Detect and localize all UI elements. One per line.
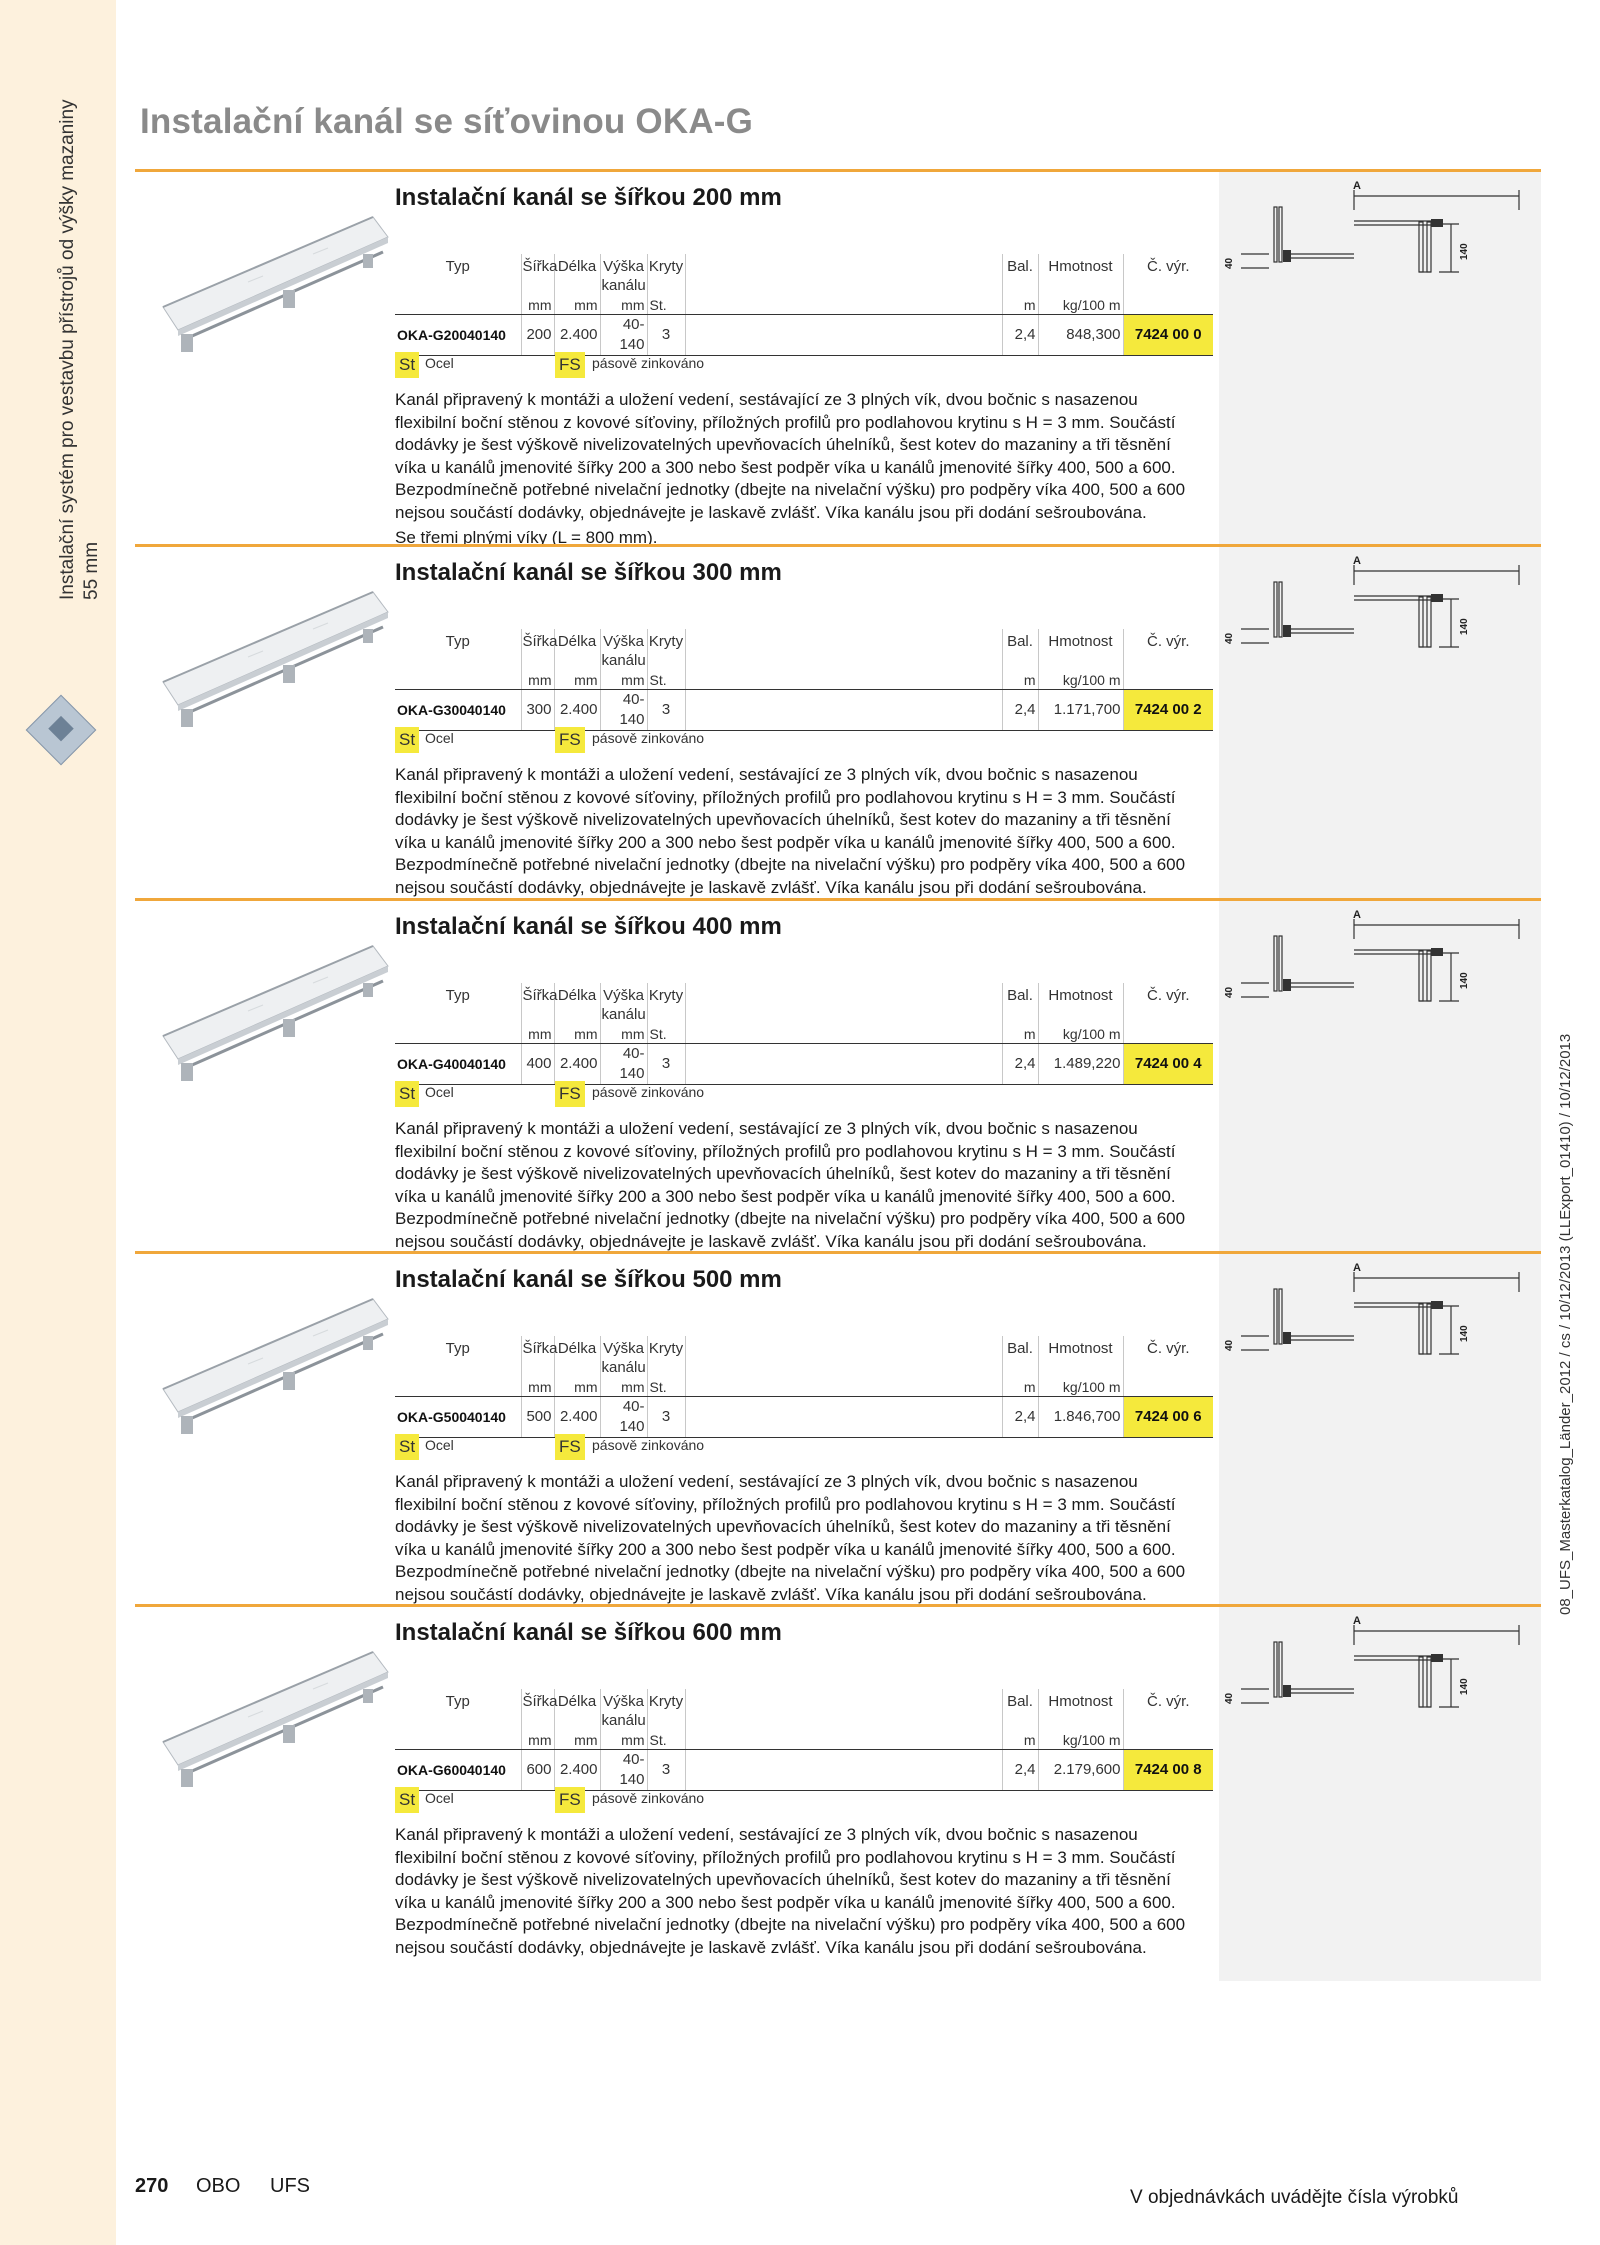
description xyxy=(395,764,1195,902)
cell-spacer xyxy=(685,1750,1002,1791)
unit-hmotnost: kg/100 m xyxy=(1038,1732,1123,1750)
cell-delka: 2.400 xyxy=(554,1750,600,1791)
table-row xyxy=(395,690,1213,731)
brand-ufs: UFS xyxy=(270,2175,310,2197)
unit-kryty: St. xyxy=(647,1026,685,1044)
unit-sirka: mm xyxy=(521,1026,554,1044)
cell-kryty: 3 xyxy=(647,315,685,356)
cell-delka: 2.400 xyxy=(554,1397,600,1438)
dim-a-label: A xyxy=(1353,1262,1361,1274)
unit-bal: m xyxy=(1002,1026,1038,1044)
brand-obo: OBO xyxy=(196,2175,241,2197)
cell-typ: OKA-G30040140 xyxy=(395,690,521,731)
cell-sirka: 300 xyxy=(521,690,554,731)
col-cvyr: Č. výr. xyxy=(1146,633,1190,650)
unit-bal: m xyxy=(1002,297,1038,315)
col-kryty: Kryty xyxy=(647,983,685,1026)
sidebar-line1: Instalační systém pro vestavbu přístrojů od výšky mazaniny xyxy=(57,99,78,600)
unit-cvyr xyxy=(1123,672,1213,690)
unit-bal: m xyxy=(1002,1379,1038,1397)
description-text: Kanál připravený k montáži a uložení vedení, sestávající ze 3 plných vík, dvou bočnic s nasazenou flexibilní boční stěnou z kovové síťoviny, příložných profilů pro podlahovou krytinu s H = 3 mm. Součástí dodávky je šest výškově nivelizovatelných upevňovacích úhelníků, šest kotev do mazaniny a tři těsnění víka u kanálů jmenovité šířky 200 a 300 nebo šest podpěr víka u kanálů jmenovité šířky 400, 500 a 600. Bezpodmínečně potřebné nivelační jednotky (dbejte na nivelační výšku) pro podpěry víka 400, 500 a 600 nejsou součástí dodávky, objednávejte je laskavě zvlášť. Víka kanálu jsou při dodání sešroubována. xyxy=(395,765,1186,897)
spec-table xyxy=(395,1336,1213,1438)
section-title: Instalační kanál se šířkou 400 mm xyxy=(395,913,782,940)
cell-hmotnost: 1.171,700 xyxy=(1038,690,1123,731)
unit-kryty: St. xyxy=(647,1732,685,1750)
col-delka: Délka xyxy=(554,1689,600,1732)
dim-a-label: A xyxy=(1353,180,1361,192)
table-row xyxy=(395,315,1213,356)
product-image xyxy=(143,1294,393,1444)
product-image xyxy=(143,212,393,362)
cell-sirka: 400 xyxy=(521,1044,554,1085)
col-sirka: Šířka xyxy=(521,1689,554,1732)
dim-140-label: 140 xyxy=(1459,1678,1470,1695)
cell-spacer xyxy=(685,315,1002,356)
unit-typ xyxy=(395,672,521,690)
table-row xyxy=(395,1750,1213,1791)
material-row xyxy=(395,1434,995,1460)
unit-spacer xyxy=(685,297,1002,315)
table-header xyxy=(395,1336,1213,1379)
finish-label-fs: pásově zinkováno xyxy=(592,1437,705,1453)
dim-140-label: 140 xyxy=(1459,618,1470,635)
cell-kryty: 3 xyxy=(647,1397,685,1438)
cell-bal: 2,4 xyxy=(1002,1044,1038,1085)
unit-kryty: St. xyxy=(647,672,685,690)
col-vyska: Výška kanálu xyxy=(600,254,647,297)
col-bal: Bal. xyxy=(1002,983,1038,1026)
col-hmotnost: Hmotnost xyxy=(1038,1336,1123,1379)
unit-vyska: mm xyxy=(600,672,647,690)
unit-bal: m xyxy=(1002,1732,1038,1750)
unit-vyska: mm xyxy=(600,1026,647,1044)
col-vyska: Výška kanálu xyxy=(600,1336,647,1379)
col-spacer xyxy=(685,983,1002,1026)
table-units-row xyxy=(395,297,1213,315)
dim-140-label: 140 xyxy=(1459,1325,1470,1342)
cell-article-number: 7424 00 4 xyxy=(1123,1044,1213,1085)
product-section xyxy=(135,544,1541,921)
unit-typ xyxy=(395,1379,521,1397)
material-row xyxy=(395,1787,995,1813)
unit-kryty: St. xyxy=(647,297,685,315)
cell-typ: OKA-G50040140 xyxy=(395,1397,521,1438)
section-title: Instalační kanál se šířkou 200 mm xyxy=(395,184,782,211)
finish-tag-fs: FS xyxy=(555,727,585,753)
material-tag-st: St xyxy=(395,352,419,378)
cell-spacer xyxy=(685,1044,1002,1085)
unit-cvyr xyxy=(1123,1379,1213,1397)
finish-tag-fs: FS xyxy=(555,352,585,378)
unit-spacer xyxy=(685,1026,1002,1044)
cell-hmotnost: 1.489,220 xyxy=(1038,1044,1123,1085)
col-spacer xyxy=(685,1689,1002,1732)
unit-typ xyxy=(395,297,521,315)
material-label-st: Ocel xyxy=(425,1790,454,1806)
material-tag-st: St xyxy=(395,1081,419,1107)
description-text: Kanál připravený k montáži a uložení vedení, sestávající ze 3 plných vík, dvou bočnic s nasazenou flexibilní boční stěnou z kovové síťoviny, příložných profilů pro podlahovou krytinu s H = 3 mm. Součástí dodávky je šest výškově nivelizovatelných upevňovacích úhelníků, šest kotev do mazaniny a tři těsnění víka u kanálů jmenovité šířky 200 a 300 nebo šest podpěr víka u kanálů jmenovité šířky 400, 500 a 600. Bezpodmínečně potřebné nivelační jednotky (dbejte na nivelační výšku) pro podpěry víka 400, 500 a 600 nejsou součástí dodávky, objednávejte je laskavě zvlášť. Víka kanálu jsou při dodání sešroubována. xyxy=(395,1825,1186,1957)
dim-40-label: 40 xyxy=(1224,1339,1235,1351)
table-units-row xyxy=(395,672,1213,690)
col-typ: Typ xyxy=(395,983,521,1026)
product-image xyxy=(143,587,393,737)
unit-spacer xyxy=(685,672,1002,690)
cell-sirka: 500 xyxy=(521,1397,554,1438)
col-kryty: Kryty xyxy=(647,254,685,297)
col-bal: Bal. xyxy=(1002,1336,1038,1379)
table-row xyxy=(395,1044,1213,1085)
cell-vyska: 40-140 xyxy=(600,690,647,731)
finish-tag-fs: FS xyxy=(555,1081,585,1107)
description-text: Kanál připravený k montáži a uložení vedení, sestávající ze 3 plných vík, dvou bočnic s nasazenou flexibilní boční stěnou z kovové síťoviny, příložných profilů pro podlahovou krytinu s H = 3 mm. Součástí dodávky je šest výškově nivelizovatelných upevňovacích úhelníků, šest kotev do mazaniny a tři těsnění víka u kanálů jmenovité šířky 200 a 300 nebo šest podpěr víka u kanálů jmenovité šířky 400, 500 a 600. Bezpodmínečně potřebné nivelační jednotky (dbejte na nivelační výšku) pro podpěry víka 400, 500 a 600 nejsou součástí dodávky, objednávejte je laskavě zvlášť. Víka kanálu jsou při dodání sešroubována. xyxy=(395,1472,1186,1604)
cell-hmotnost: 848,300 xyxy=(1038,315,1123,356)
col-kryty: Kryty xyxy=(647,1336,685,1379)
dim-40-label: 40 xyxy=(1224,632,1235,644)
spec-table xyxy=(395,629,1213,731)
finish-tag-fs: FS xyxy=(555,1787,585,1813)
dim-a-label: A xyxy=(1353,1615,1361,1627)
cell-delka: 2.400 xyxy=(554,1044,600,1085)
dim-40-label: 40 xyxy=(1224,1692,1235,1704)
sidebar-line2: 55 mm xyxy=(81,541,102,600)
description-text: Kanál připravený k montáži a uložení vedení, sestávající ze 3 plných vík, dvou bočnic s nasazenou flexibilní boční stěnou z kovové síťoviny, příložných profilů pro podlahovou krytinu s H = 3 mm. Součástí dodávky je šest výškově nivelizovatelných upevňovacích úhelníků, šest kotev do mazaniny a tři těsnění víka u kanálů jmenovité šířky 200 a 300 nebo šest podpěr víka u kanálů jmenovité šířky 400, 500 a 600. Bezpodmínečně potřebné nivelační jednotky (dbejte na nivelační výšku) pro podpěry víka 400, 500 a 600 nejsou součástí dodávky, objednávejte je laskavě zvlášť. Víka kanálu jsou při dodání sešroubována. xyxy=(395,1119,1186,1251)
material-label-st: Ocel xyxy=(425,1084,454,1100)
cell-vyska: 40-140 xyxy=(600,315,647,356)
unit-cvyr xyxy=(1123,1026,1213,1044)
footer-note: V objednávkách uvádějte čísla výrobků xyxy=(1130,2187,1459,2208)
col-delka: Délka xyxy=(554,629,600,672)
page-title: Instalační kanál se síťovinou OKA-G xyxy=(140,102,754,141)
cell-bal: 2,4 xyxy=(1002,1397,1038,1438)
cell-article-number: 7424 00 0 xyxy=(1123,315,1213,356)
col-cvyr: Č. výr. xyxy=(1146,258,1190,275)
col-typ: Typ xyxy=(395,1689,521,1732)
unit-delka: mm xyxy=(554,1026,600,1044)
product-image xyxy=(143,1647,393,1797)
table-units-row xyxy=(395,1026,1213,1044)
col-sirka: Šířka xyxy=(521,983,554,1026)
product-section xyxy=(135,1251,1541,1628)
cell-typ: OKA-G20040140 xyxy=(395,315,521,356)
description xyxy=(395,1118,1195,1256)
page-number: 270 xyxy=(135,2175,169,2197)
cross-section-diagram xyxy=(1219,547,1541,921)
cell-vyska: 40-140 xyxy=(600,1397,647,1438)
spec-table xyxy=(395,983,1213,1085)
unit-spacer xyxy=(685,1379,1002,1397)
material-label-st: Ocel xyxy=(425,1437,454,1453)
cell-spacer xyxy=(685,690,1002,731)
finish-label-fs: pásově zinkováno xyxy=(592,730,705,746)
table-header xyxy=(395,254,1213,297)
cell-bal: 2,4 xyxy=(1002,1750,1038,1791)
description-text: Kanál připravený k montáži a uložení vedení, sestávající ze 3 plných vík, dvou bočnic s nasazenou flexibilní boční stěnou z kovové síťoviny, příložných profilů pro podlahovou krytinu s H = 3 mm. Součástí dodávky je šest výškově nivelizovatelných upevňovacích úhelníků, šest kotev do mazaniny a tři těsnění víka u kanálů jmenovité šířky 200 a 300 nebo šest podpěr víka u kanálů jmenovité šířky 400, 500 a 600. Bezpodmínečně potřebné nivelační jednotky (dbejte na nivelační výšku) pro podpěry víka 400, 500 a 600 nejsou součástí dodávky, objednávejte je laskavě zvlášť. Víka kanálu jsou při dodání sešroubována. xyxy=(395,390,1186,522)
unit-typ xyxy=(395,1026,521,1044)
col-vyska: Výška kanálu xyxy=(600,629,647,672)
dim-140-label: 140 xyxy=(1459,243,1470,260)
unit-delka: mm xyxy=(554,1732,600,1750)
section-title: Instalační kanál se šířkou 500 mm xyxy=(395,1266,782,1293)
material-tag-st: St xyxy=(395,1434,419,1460)
unit-sirka: mm xyxy=(521,297,554,315)
col-spacer xyxy=(685,254,1002,297)
dim-40-label: 40 xyxy=(1224,986,1235,998)
material-row xyxy=(395,1081,995,1107)
unit-spacer xyxy=(685,1732,1002,1750)
cell-vyska: 40-140 xyxy=(600,1750,647,1791)
unit-sirka: mm xyxy=(521,672,554,690)
cell-kryty: 3 xyxy=(647,1750,685,1791)
category-icon xyxy=(26,695,97,766)
dim-140-label: 140 xyxy=(1459,972,1470,989)
cell-delka: 2.400 xyxy=(554,315,600,356)
material-row xyxy=(395,352,995,378)
col-sirka: Šířka xyxy=(521,1336,554,1379)
sidebar xyxy=(0,0,116,2245)
cell-typ: OKA-G40040140 xyxy=(395,1044,521,1085)
col-sirka: Šířka xyxy=(521,629,554,672)
cell-sirka: 200 xyxy=(521,315,554,356)
col-bal: Bal. xyxy=(1002,254,1038,297)
cell-article-number: 7424 00 2 xyxy=(1123,690,1213,731)
finish-tag-fs: FS xyxy=(555,1434,585,1460)
unit-typ xyxy=(395,1732,521,1750)
col-delka: Délka xyxy=(554,983,600,1026)
cell-kryty: 3 xyxy=(647,690,685,731)
col-hmotnost: Hmotnost xyxy=(1038,1689,1123,1732)
material-tag-st: St xyxy=(395,727,419,753)
col-bal: Bal. xyxy=(1002,1689,1038,1732)
unit-hmotnost: kg/100 m xyxy=(1038,672,1123,690)
cell-vyska: 40-140 xyxy=(600,1044,647,1085)
material-row xyxy=(395,727,995,753)
cell-article-number: 7424 00 6 xyxy=(1123,1397,1213,1438)
unit-kryty: St. xyxy=(647,1379,685,1397)
col-spacer xyxy=(685,1336,1002,1379)
section-title: Instalační kanál se šířkou 300 mm xyxy=(395,559,782,586)
material-tag-st: St xyxy=(395,1787,419,1813)
table-header xyxy=(395,1689,1213,1732)
unit-vyska: mm xyxy=(600,1732,647,1750)
unit-sirka: mm xyxy=(521,1732,554,1750)
col-spacer xyxy=(685,629,1002,672)
dim-a-label: A xyxy=(1353,555,1361,567)
spec-table xyxy=(395,1689,1213,1791)
product-section xyxy=(135,898,1541,1275)
cell-bal: 2,4 xyxy=(1002,315,1038,356)
unit-delka: mm xyxy=(554,672,600,690)
table-units-row xyxy=(395,1379,1213,1397)
col-hmotnost: Hmotnost xyxy=(1038,629,1123,672)
dim-40-label: 40 xyxy=(1224,257,1235,269)
table-units-row xyxy=(395,1732,1213,1750)
unit-delka: mm xyxy=(554,1379,600,1397)
material-label-st: Ocel xyxy=(425,355,454,371)
cell-delka: 2.400 xyxy=(554,690,600,731)
col-hmotnost: Hmotnost xyxy=(1038,254,1123,297)
unit-cvyr xyxy=(1123,297,1213,315)
col-bal: Bal. xyxy=(1002,629,1038,672)
cell-hmotnost: 1.846,700 xyxy=(1038,1397,1123,1438)
description-extra: Se třemi plnými víky (L = 800 mm). xyxy=(395,528,658,547)
col-cvyr: Č. výr. xyxy=(1146,1693,1190,1710)
col-vyska: Výška kanálu xyxy=(600,1689,647,1732)
col-kryty: Kryty xyxy=(647,629,685,672)
product-section xyxy=(135,1604,1541,1981)
unit-bal: m xyxy=(1002,672,1038,690)
cell-spacer xyxy=(685,1397,1002,1438)
cross-section-diagram xyxy=(1219,172,1541,546)
unit-vyska: mm xyxy=(600,1379,647,1397)
cross-section-diagram xyxy=(1219,1254,1541,1628)
section-title: Instalační kanál se šířkou 600 mm xyxy=(395,1619,782,1646)
cell-article-number: 7424 00 8 xyxy=(1123,1750,1213,1791)
unit-sirka: mm xyxy=(521,1379,554,1397)
col-delka: Délka xyxy=(554,254,600,297)
finish-label-fs: pásově zinkováno xyxy=(592,1790,705,1806)
col-delka: Délka xyxy=(554,1336,600,1379)
col-cvyr: Č. výr. xyxy=(1146,1340,1190,1357)
table-header xyxy=(395,629,1213,672)
dim-a-label: A xyxy=(1353,909,1361,921)
description xyxy=(395,389,1195,550)
cell-hmotnost: 2.179,600 xyxy=(1038,1750,1123,1791)
description xyxy=(395,1824,1195,1962)
table-header xyxy=(395,983,1213,1026)
col-hmotnost: Hmotnost xyxy=(1038,983,1123,1026)
unit-delka: mm xyxy=(554,297,600,315)
unit-hmotnost: kg/100 m xyxy=(1038,297,1123,315)
description xyxy=(395,1471,1195,1609)
product-section xyxy=(135,169,1541,546)
unit-hmotnost: kg/100 m xyxy=(1038,1026,1123,1044)
unit-hmotnost: kg/100 m xyxy=(1038,1379,1123,1397)
col-typ: Typ xyxy=(395,1336,521,1379)
col-typ: Typ xyxy=(395,254,521,297)
col-kryty: Kryty xyxy=(647,1689,685,1732)
unit-vyska: mm xyxy=(600,297,647,315)
cell-sirka: 600 xyxy=(521,1750,554,1791)
document-id-text: 08_UFS_Masterkatalog_Länder_2012 / cs / 10/12/2013 (LLExport_01410) / 10/12/2013 xyxy=(1557,1033,1574,1615)
table-row xyxy=(395,1397,1213,1438)
spec-table xyxy=(395,254,1213,356)
col-cvyr: Č. výr. xyxy=(1146,987,1190,1004)
cell-bal: 2,4 xyxy=(1002,690,1038,731)
col-vyska: Výška kanálu xyxy=(600,983,647,1026)
finish-label-fs: pásově zinkováno xyxy=(592,1084,705,1100)
finish-label-fs: pásově zinkováno xyxy=(592,355,705,371)
cross-section-diagram xyxy=(1219,901,1541,1275)
unit-cvyr xyxy=(1123,1732,1213,1750)
col-typ: Typ xyxy=(395,629,521,672)
cross-section-diagram xyxy=(1219,1607,1541,1981)
col-sirka: Šířka xyxy=(521,254,554,297)
cell-typ: OKA-G60040140 xyxy=(395,1750,521,1791)
product-image xyxy=(143,941,393,1091)
cell-kryty: 3 xyxy=(647,1044,685,1085)
material-label-st: Ocel xyxy=(425,730,454,746)
